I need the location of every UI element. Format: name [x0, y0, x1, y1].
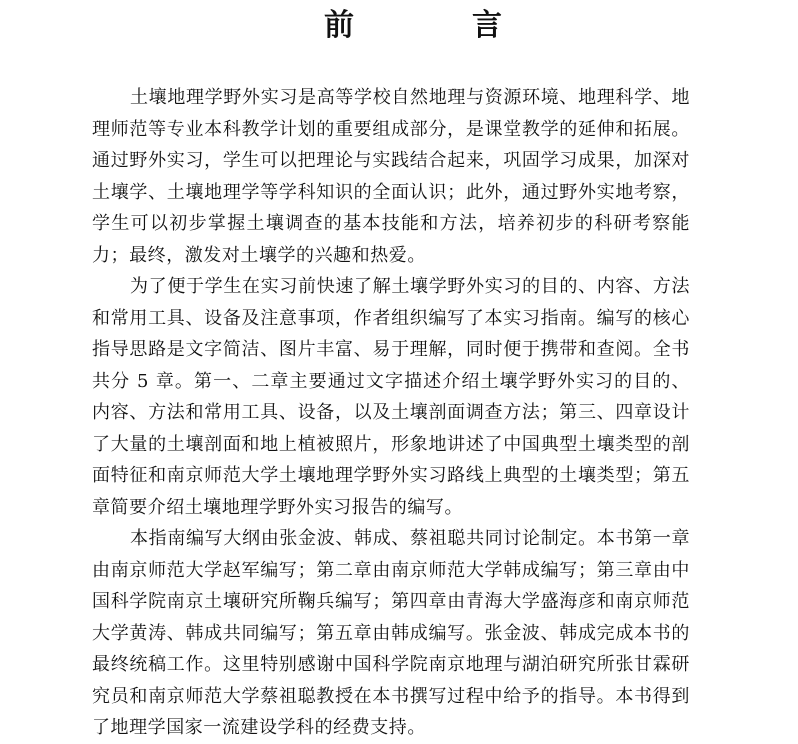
page-title: 前 言 — [324, 8, 546, 43]
paragraph-2: 为了便于学生在实习前快速了解土壤学野外实习的目的、内容、方法和常用工具、设备及注意事项，作者组织编写了本实习指南。编写的核心指导思路是文字简洁、图片丰富、易于理解，同时便于携带和查阅。全书共分 5 章。第一、二章主要通过文字描述介绍土壤学野外实习的目的、内容、方法和常用工具、设备，以及土壤剖面调查方法；第三、四章设计了大量的土壤剖面和地上植被照片，形象地讲述了中国典型土壤类型的剖面特征和南京师范大学土壤地理学野外实习路线上典型的土壤类型；第五章简要介绍土壤地理学野外实习报告的编写。 — [92, 276, 690, 518]
document-body — [92, 82, 690, 744]
paragraph-1: 土壤地理学野外实习是高等学校自然地理与资源环境、地理科学、地理师范等专业本科教学计划的重要组成部分，是课堂教学的延伸和拓展。通过野外实习，学生可以把理论与实践结合起来，巩固学习成果，加深对土壤学、土壤地理学等学科知识的全面认识；此外，通过野外实地考察，学生可以初步掌握土壤调查的基本技能和方法，培养初步的科研考察能力；最终，激发对土壤学的兴趣和热爱。 — [92, 87, 690, 266]
paragraph-3: 本指南编写大纲由张金波、韩成、蔡祖聪共同讨论制定。本书第一章由南京师范大学赵军编写；第二章由南京师范大学韩成编写；第三章由中国科学院南京土壤研究所鞠兵编写；第四章由青海大学盛海彦和南京师范大学黄涛、韩成共同编写；第五章由韩成编写。张金波、韩成完成本书的最终统稿工作。这里特别感谢中国科学院南京地理与湖泊研究所张甘霖研究员和南京师范大学蔡祖聪教授在本书撰写过程中给予的指导。本书得到了地理学国家一流建设学科的经费支持。 — [92, 528, 690, 738]
